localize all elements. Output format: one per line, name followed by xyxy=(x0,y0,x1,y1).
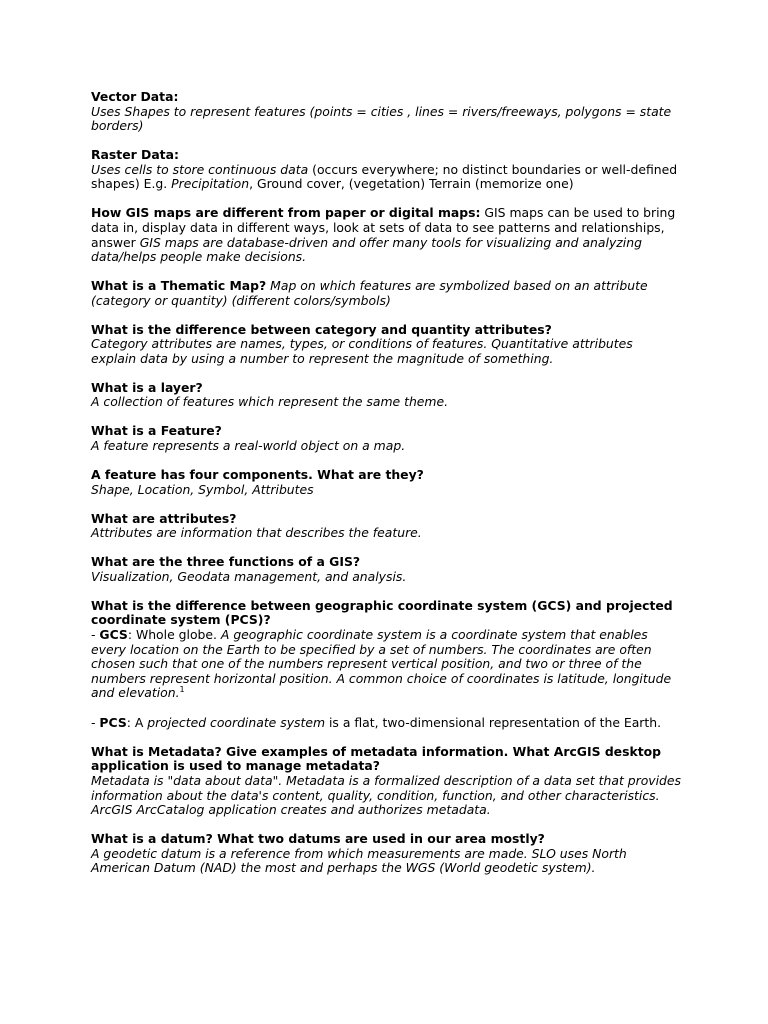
pcs-dash: - xyxy=(91,714,100,730)
section-feature-components xyxy=(91,468,681,497)
question-heading: Raster Data: xyxy=(91,147,179,163)
gcs-label: GCS xyxy=(99,626,128,642)
answer-text: Map on which features are symbolized based on an attribute (category or quantity) (different colors/symbols) xyxy=(91,278,648,308)
section-feature xyxy=(91,424,681,453)
answer-text: Visualization, Geodata management, and analysis. xyxy=(91,568,407,584)
footnote-marker: 1 xyxy=(179,685,185,695)
paragraph-gap xyxy=(91,701,681,716)
question-heading: What is the difference between category and quantity attributes? xyxy=(91,321,552,337)
pcs-label: PCS xyxy=(99,714,127,730)
section-raster-data xyxy=(91,148,681,192)
answer-text: is a flat, two-dimensional representation of the Earth. xyxy=(325,714,662,730)
answer-text: Metadata is "data about data". Metadata is a formalized description of a data set that provides information about the data's content, quality, condition, function, and other characteristics. ArcGIS ArcCatalog application creates and authorizes metadata. xyxy=(91,773,681,818)
question-heading: What is a layer? xyxy=(91,379,203,395)
answer-text: Uses Shapes to represent features (points = cities , lines = rivers/freeways, polygons = state borders) xyxy=(91,103,672,134)
answer-text: , Ground cover, (vegetation) Terrain (memorize one) xyxy=(249,176,574,192)
question-heading: Vector Data: xyxy=(91,89,179,104)
answer-text: A feature represents a real-world object on a map. xyxy=(91,438,406,454)
answer-text: Uses cells to store continuous data xyxy=(91,161,309,177)
section-gcs-pcs xyxy=(91,599,681,731)
answer-text: projected coordinate system xyxy=(147,714,326,730)
question-heading: What is a Feature? xyxy=(91,423,222,439)
question-heading: What is Metadata? Give examples of metadata information. What ArcGIS desktop application is used to manage metadata? xyxy=(91,743,662,774)
gcs-dash: - xyxy=(91,626,100,642)
answer-text: A geodetic datum is a reference from which measurements are made. SLO uses North American Datum (NAD) the most and perhaps the WGS (World geodetic system). xyxy=(91,845,627,876)
question-heading: What is the difference between geographic coordinate system (GCS) and projected coordinate system (PCS)? xyxy=(91,597,673,628)
question-heading: What are the three functions of a GIS? xyxy=(91,554,361,570)
answer-text: A geographic coordinate system is a coordinate system that enables every location on the Earth to be specified by a set of numbers. The coordinates are often chosen such that one of the numbers represent vertical position, and two or three of the numbers represent horizontal position. A common choice of coordinates is latitude, longitude and elevation. xyxy=(91,626,672,701)
section-vector-data xyxy=(91,90,681,134)
section-datum xyxy=(91,832,681,876)
answer-text: Shape, Location, Symbol, Attributes xyxy=(91,481,314,497)
answer-text: GIS maps can be used to bring data in, display data in different ways, look at sets of data to see patterns and relationships, answer xyxy=(91,205,676,250)
answer-text: Category attributes are names, types, or conditions of features. Quantitative attributes explain data by using a number to represent the magnitude of something. xyxy=(91,336,633,366)
section-attribute-types xyxy=(91,323,681,367)
section-gis-functions xyxy=(91,555,681,584)
section-gis-maps xyxy=(91,206,681,264)
question-heading: What is a datum? What two datums are used in our area mostly? xyxy=(91,831,545,847)
answer-text: (occurs everywhere; no distinct boundaries or well-defined shapes) E.g. xyxy=(91,161,678,192)
section-metadata xyxy=(91,745,681,818)
answer-text: : A xyxy=(126,714,148,730)
answer-text: Attributes are information that describes the feature. xyxy=(91,525,422,541)
question-heading: A feature has four components. What are they? xyxy=(91,467,424,483)
document-page xyxy=(91,90,681,890)
question-heading: What are attributes? xyxy=(91,510,237,526)
answer-text: Precipitation xyxy=(171,176,250,192)
question-heading: How GIS maps are different from paper or digital maps: xyxy=(91,205,481,221)
answer-text: : Whole globe. xyxy=(127,626,221,642)
section-layer xyxy=(91,381,681,410)
section-thematic-map xyxy=(91,279,681,308)
answer-text: GIS maps are database-driven and offer many tools for visualizing and analyzing data/helps people make decisions. xyxy=(91,234,642,265)
question-heading: What is a Thematic Map? xyxy=(91,278,267,294)
section-attributes xyxy=(91,512,681,541)
answer-text: A collection of features which represent the same theme. xyxy=(91,394,449,410)
